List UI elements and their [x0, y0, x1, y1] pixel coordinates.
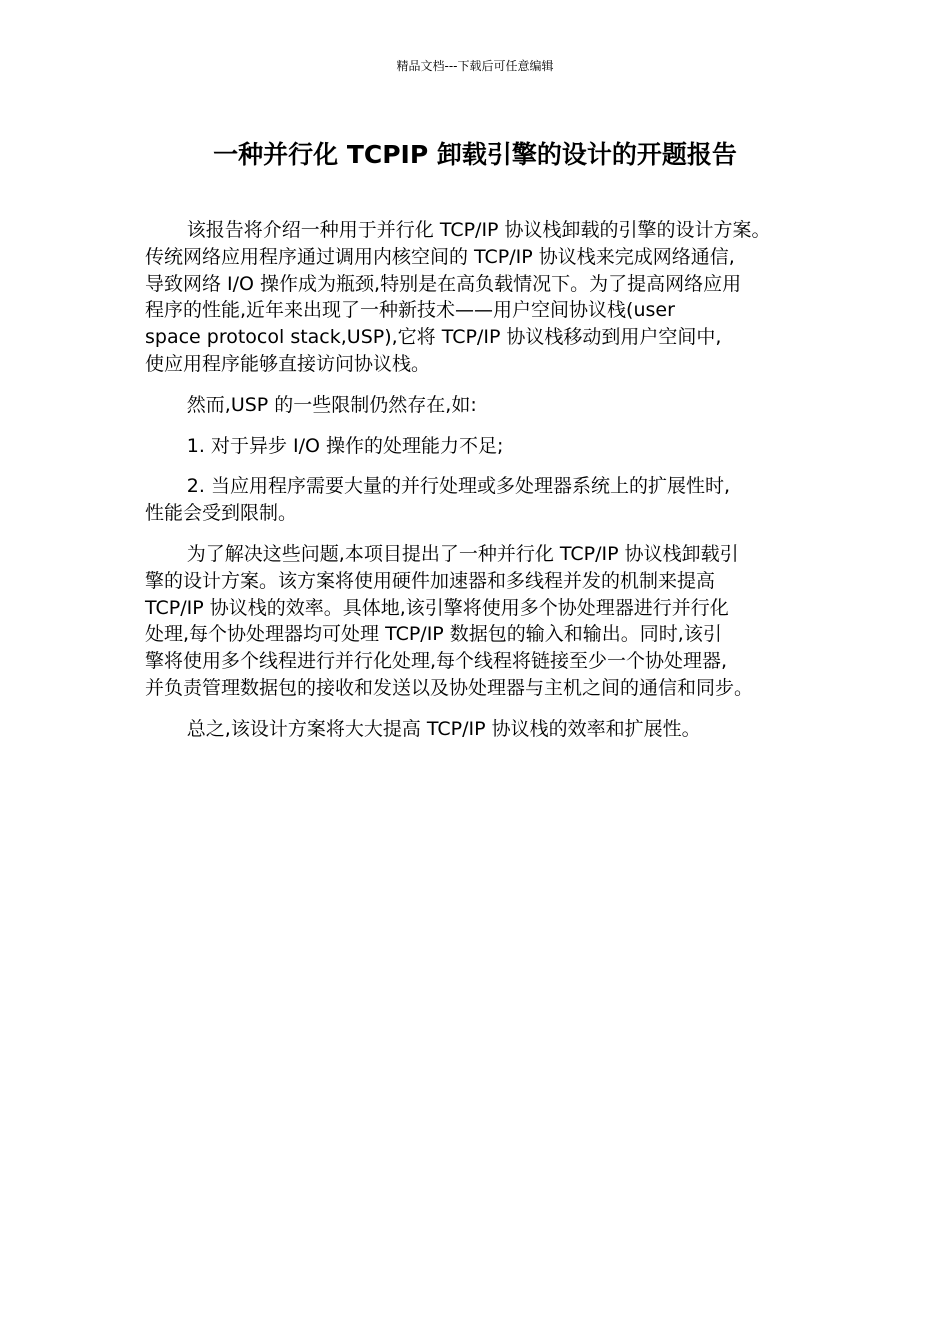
paragraph-line: 性能会受到限制。 [145, 502, 298, 525]
page-header: 精品文档---下载后可任意编辑 [396, 59, 554, 73]
paragraph-item-1 [145, 433, 820, 460]
paragraph-line: 导致网络 I/O 操作成为瓶颈,特别是在高负载情况下。为了提高网络应用 [145, 272, 742, 295]
paragraph-line: 使应用程序能够直接访问协议栈。 [145, 352, 431, 375]
paragraph-limitations [145, 392, 820, 419]
paragraph-line: 1. 对于异步 I/O 操作的处理能力不足; [186, 434, 504, 457]
paragraph-line: 该报告将介绍一种用于并行化 TCP/IP 协议栈卸载的引擎的设计方案。 [186, 219, 771, 241]
paragraph-item-2 [145, 473, 820, 527]
document-title: 一种并行化 TCPIP 卸载引擎的设计的开题报告 [213, 140, 737, 169]
paragraph-intro [145, 217, 820, 378]
paragraph-line: 处理,每个协处理器均可处理 TCP/IP 数据包的输入和输出。同时,该引 [145, 623, 722, 646]
paragraph-line: 总之,该设计方案将大大提高 TCP/IP 协议栈的效率和扩展性。 [186, 717, 701, 740]
paragraph-line: 2. 当应用程序需要大量的并行处理或多处理器系统上的扩展性时, [186, 475, 731, 498]
paragraph-line: 程序的性能,近年来出现了一种新技术——用户空间协议栈(user [145, 299, 675, 322]
document-body [145, 217, 820, 757]
paragraph-line: space protocol stack,USP),它将 TCP/IP 协议栈移动到用户空间中, [145, 326, 722, 349]
paragraph-line: 擎的设计方案。该方案将使用硬件加速器和多线程并发的机制来提高 [145, 569, 716, 592]
paragraph-line: 传统网络应用程序通过调用内核空间的 TCP/IP 协议栈来完成网络通信, [145, 245, 735, 268]
paragraph-line: 然而,USP 的一些限制仍然存在,如: [186, 393, 477, 416]
paragraph-conclusion [145, 716, 820, 743]
paragraph-line: 为了解决这些问题,本项目提出了一种并行化 TCP/IP 协议栈卸载引 [186, 542, 739, 565]
paragraph-line: 擎将使用多个线程进行并行化处理,每个线程将链接至少一个协处理器, [145, 650, 728, 673]
paragraph-line: 并负责管理数据包的接收和发送以及协处理器与主机之间的通信和同步。 [145, 676, 754, 699]
paragraph-solution [145, 541, 820, 702]
paragraph-line: TCP/IP 协议栈的效率。具体地,该引擎将使用多个协处理器进行并行化 [145, 596, 729, 619]
